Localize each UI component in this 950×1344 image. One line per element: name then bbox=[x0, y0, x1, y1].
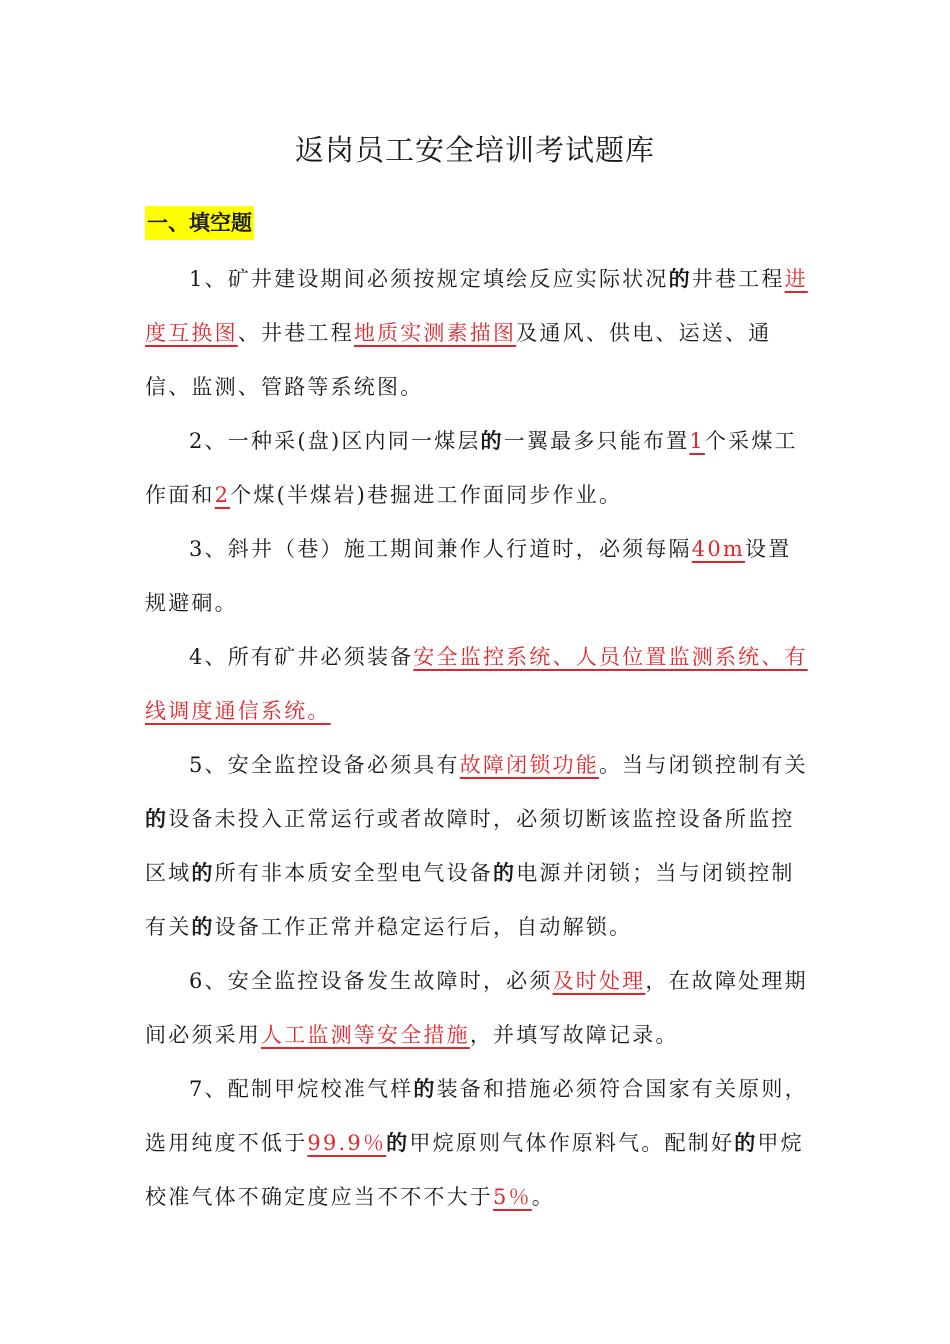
question-text: 设备工作正常并稳定运行后，自动解锁。 bbox=[214, 915, 633, 939]
answer-blank: 2 bbox=[214, 483, 231, 507]
section-heading: 一、填空题 bbox=[145, 206, 254, 240]
question-text: 5、安全监控设备必须具有 bbox=[189, 753, 460, 777]
question-text: 所有非本质安全型电气设备 bbox=[214, 861, 494, 885]
question-7 bbox=[145, 1062, 810, 1224]
question-text: 设备未投入正常运行或者故障时，必须切断该监控设备所监控区域 bbox=[145, 807, 795, 885]
question-text: 装备和措施必须符合国家有关原则，选用纯度不低于 bbox=[145, 1077, 808, 1155]
question-5 bbox=[145, 738, 810, 954]
question-text: 的 bbox=[191, 914, 215, 939]
question-1 bbox=[145, 252, 810, 414]
question-text: ，并填写故障记录。 bbox=[469, 1023, 679, 1047]
answer-blank: 地质实测素描图 bbox=[353, 321, 517, 345]
question-text: 井巷工程 bbox=[691, 267, 785, 291]
question-4 bbox=[145, 630, 810, 738]
page-title: 返岗员工安全培训考试题库 bbox=[294, 133, 655, 167]
question-text: 的 bbox=[493, 860, 517, 885]
question-text: 一翼最多只能布置 bbox=[503, 429, 690, 453]
question-text: 2、一种采(盘)区内同一煤层 bbox=[189, 429, 481, 453]
question-text: 个采煤工作面和 bbox=[145, 429, 798, 507]
answer-blank: 进度互换图 bbox=[145, 267, 808, 345]
question-text: 甲烷原则气体作原料气。配制好 bbox=[409, 1131, 735, 1155]
question-text: 的 bbox=[734, 1130, 758, 1155]
answer-blank: 故障闭锁功能 bbox=[459, 753, 599, 777]
question-text: 的 bbox=[145, 806, 169, 831]
question-text: 3、斜井（巷）施工期间兼作人行道时，必须每隔 bbox=[189, 537, 692, 561]
question-text: 电源并闭锁；当与闭锁控制有关 bbox=[145, 861, 795, 939]
question-text: 的 bbox=[413, 1076, 437, 1101]
answer-blank: 5％ bbox=[493, 1185, 532, 1209]
question-3 bbox=[145, 522, 810, 630]
question-text: 的 bbox=[191, 860, 215, 885]
question-text: 的 bbox=[386, 1130, 410, 1155]
question-text: 的 bbox=[668, 266, 692, 291]
question-2 bbox=[145, 414, 810, 522]
answer-blank: 及时处理 bbox=[552, 969, 646, 993]
question-6 bbox=[145, 954, 810, 1062]
answer-blank: 人工监测等安全措施 bbox=[261, 1023, 470, 1047]
question-text: 4、所有矿井必须装备 bbox=[189, 645, 414, 669]
question-text: 及通风、供电、运送、通信、监测、管路等系统图。 bbox=[145, 321, 772, 399]
answer-blank: 安全监控系统、人员位置监测系统、有线调度通信系统。 bbox=[145, 645, 808, 723]
answer-blank: 99.9％ bbox=[307, 1131, 387, 1155]
question-text: 。当与闭锁控制有关 bbox=[598, 753, 808, 777]
question-text: 6、安全监控设备发生故障时，必须 bbox=[189, 969, 553, 993]
question-text: 个煤(半煤岩)巷掘进工作面同步作业。 bbox=[230, 483, 623, 507]
question-text: 、井巷工程 bbox=[237, 321, 354, 345]
question-text: 1、矿井建设期间必须按规定填绘反应实际状况 bbox=[189, 267, 669, 291]
question-text: 7、配制甲烷校准气样 bbox=[189, 1077, 414, 1101]
question-text: 设置规避硐。 bbox=[145, 537, 792, 615]
question-text: ，在故障处理期间必须采用 bbox=[145, 969, 808, 1047]
question-text: 甲烷校准气体不确定度应当不不不大于 bbox=[145, 1131, 804, 1209]
question-text: 。 bbox=[531, 1185, 555, 1209]
answer-blank: 40m bbox=[691, 537, 746, 561]
answer-blank: 1 bbox=[689, 429, 705, 453]
question-list bbox=[145, 252, 810, 1224]
question-text: 的 bbox=[480, 428, 504, 453]
